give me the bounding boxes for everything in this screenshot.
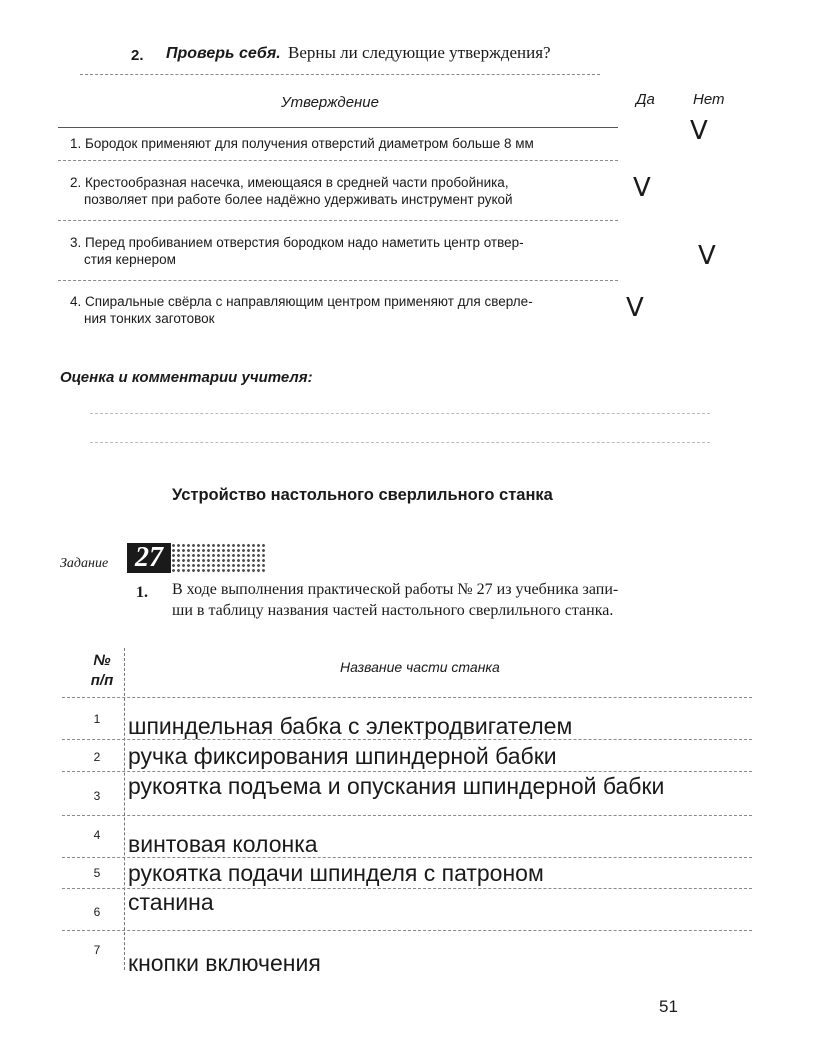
task2-question: Верны ли следующие утверждения?	[288, 43, 551, 62]
no-column-header: Нет	[693, 91, 725, 108]
row-rule	[58, 220, 618, 221]
task1-line1: В ходе выполнения практической работы № 27 из учебника запи-	[172, 581, 619, 598]
table-row-number: 2	[93, 750, 101, 764]
table-header-name: Название части станка	[340, 659, 500, 675]
table-row-number: 3	[93, 789, 101, 803]
statement-4-line1: 4. Спиральные свёрла с направляющим центром применяют для сверле-	[70, 294, 533, 309]
task1-text	[172, 579, 757, 621]
table-header-number	[85, 651, 119, 691]
table-row-name: кнопки включения	[128, 950, 321, 976]
statement-column-header: Утверждение	[281, 94, 379, 111]
table-row-number: 7	[93, 943, 101, 957]
table-row-number: 6	[93, 905, 101, 919]
task1-number: 1.	[136, 584, 148, 601]
assignment-label: Задание	[60, 556, 109, 571]
yes-column-header: Да	[636, 91, 655, 108]
halftone-decoration	[171, 543, 267, 573]
assignment-number-badge: 27	[127, 543, 171, 573]
statement-4-line2: ния тонких заготовок	[84, 311, 215, 326]
statement-3-line2: стия кернером	[84, 252, 176, 267]
statement-2	[70, 174, 615, 208]
table-header-number-line1: №	[93, 652, 111, 669]
table-row-name: шпиндельная бабка с электродвигателем	[128, 713, 573, 739]
statement-3-line1: 3. Перед пробиванием отверстия бородком надо наметить центр отвер-	[70, 235, 524, 250]
table-row-rule	[62, 857, 752, 858]
table-row-number: 4	[93, 828, 101, 842]
statement-1-line1: 1. Бородок применяют для получения отверстий диаметром больше 8 мм	[70, 136, 534, 151]
table-header-rule	[62, 697, 752, 698]
table-header-number-line2: п/п	[90, 672, 114, 689]
row-rule	[58, 160, 618, 161]
table-row-rule	[62, 739, 752, 740]
statement-4-yes-check: V	[626, 293, 644, 323]
statement-1-no-check: V	[690, 116, 708, 146]
task2-number: 2.	[131, 47, 144, 64]
statement-2-line2: позволяет при работе более надёжно удерживать инструмент рукой	[84, 192, 513, 207]
table-row-name: станина	[128, 889, 214, 915]
comment-line	[90, 442, 710, 443]
statement-4	[70, 293, 615, 327]
table-row-number: 1	[93, 712, 101, 726]
table-row-name: ручка фиксирования шпиндерной бабки	[128, 743, 557, 769]
table-row-rule	[62, 815, 752, 816]
table-row-number: 5	[93, 866, 101, 880]
statement-2-line1: 2. Крестообразная насечка, имеющаяся в средней части пробойника,	[70, 175, 509, 190]
comment-line	[90, 413, 710, 414]
page-number: 51	[659, 997, 678, 1016]
top-rule	[80, 74, 600, 75]
table-row-rule	[62, 771, 752, 772]
table-row-name: рукоятка подачи шпинделя с патроном	[128, 860, 544, 886]
task1-line2: ши в таблицу названия частей настольного сверлильного станка.	[172, 602, 614, 619]
teacher-comment-label: Оценка и комментарии учителя:	[60, 369, 313, 386]
statement-1	[70, 135, 615, 152]
statement-3-no-check: V	[698, 241, 716, 271]
table-row-rule	[62, 930, 752, 931]
section-title: Устройство настольного сверлильного станка	[172, 486, 553, 504]
task2-heading: Проверь себя.	[166, 45, 281, 62]
header-rule	[58, 127, 618, 128]
table-row-name: винтовая колонка	[128, 831, 318, 857]
statement-3	[70, 234, 615, 268]
table-row-name: рукоятка подъема и опускания шпиндерной бабки	[128, 773, 665, 799]
row-rule	[58, 280, 618, 281]
statement-2-yes-check: V	[633, 173, 651, 203]
